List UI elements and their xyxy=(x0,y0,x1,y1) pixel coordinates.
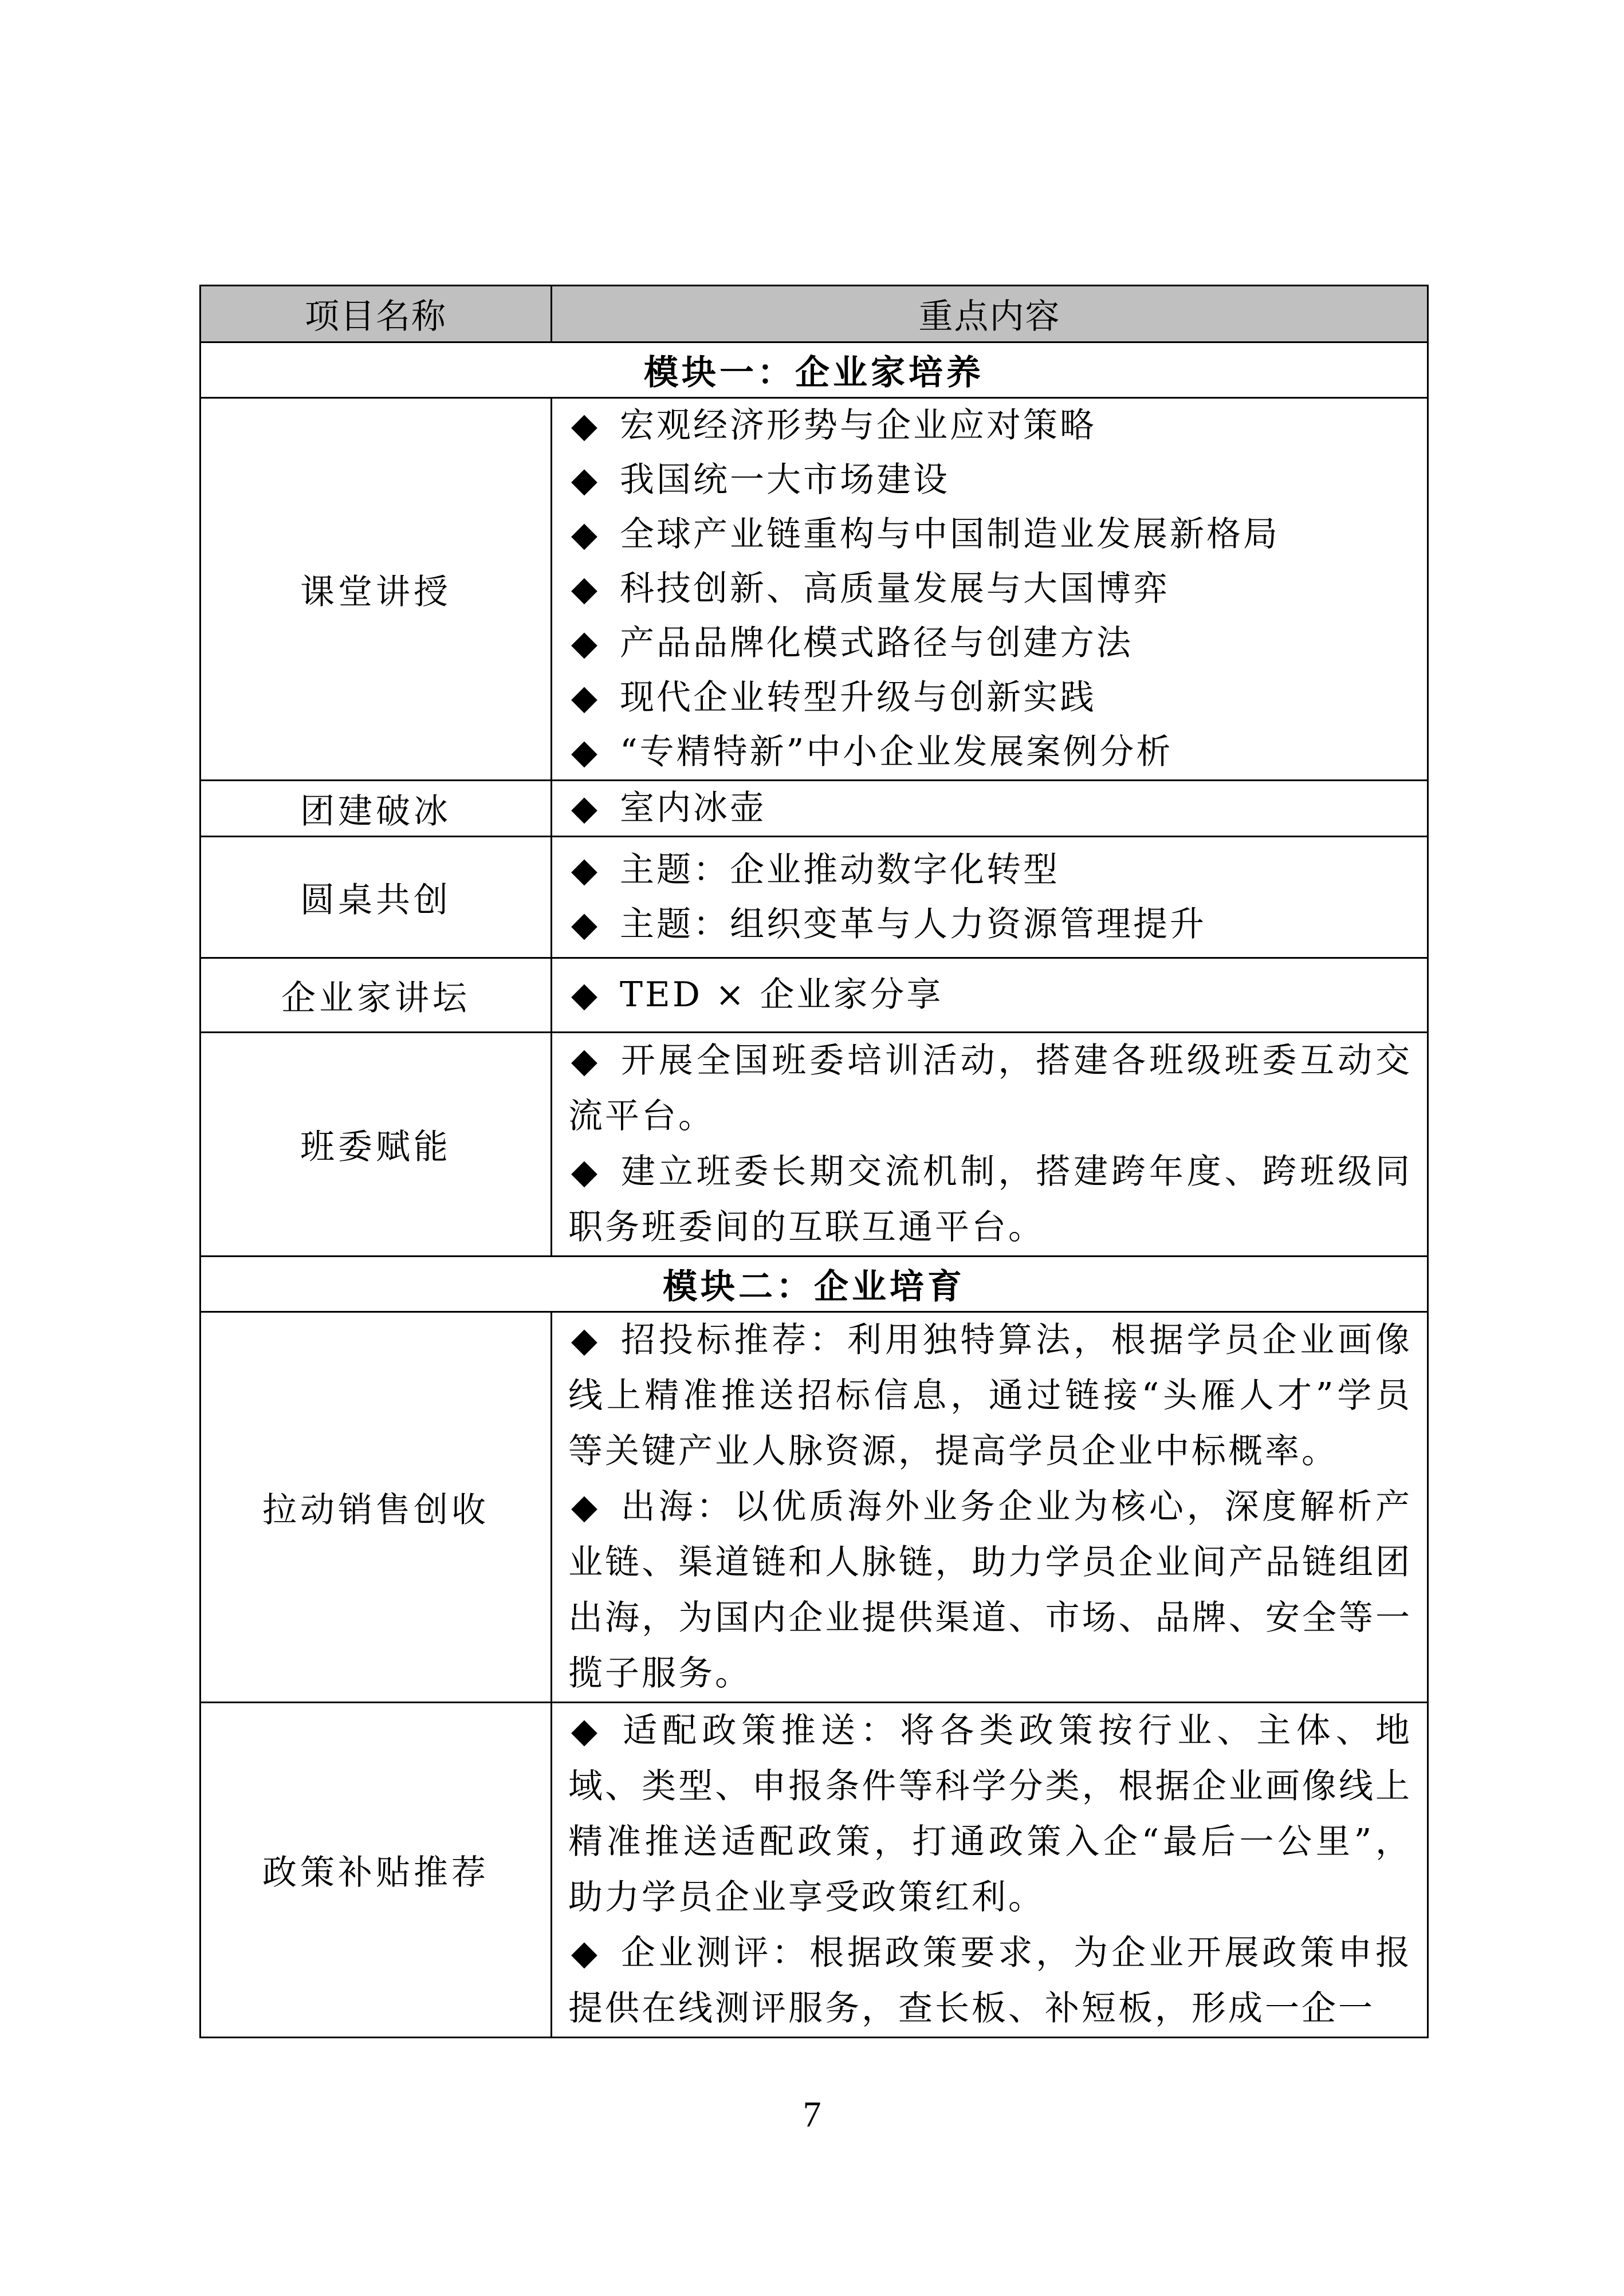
table-row-roundtable xyxy=(200,837,1428,958)
diamond-bullet-icon: ◆ xyxy=(571,514,600,554)
diamond-bullet-icon: ◆ xyxy=(571,1487,600,1527)
list-item: ◆ 室内冰壶 xyxy=(568,781,1412,836)
diamond-bullet-icon: ◆ xyxy=(571,569,600,609)
paragraph: ◆ 建立班委长期交流机制，搭建跨年度、跨班级同职务班委间的互联互通平台。 xyxy=(568,1144,1412,1255)
header-key-content: 重点内容 xyxy=(552,286,1428,342)
paragraph: ◆ 招投标推荐：利用独特算法，根据学员企业画像线上精准推送招标信息，通过链接“头雁人才”学员等关键产业人脉资源，提高学员企业中标概率。 xyxy=(568,1313,1412,1479)
module-title-2: 模块二：企业培育 xyxy=(200,1257,1428,1312)
row-name-classroom: 课堂讲授 xyxy=(200,398,552,781)
paragraph: ◆ 出海：以优质海外业务企业为核心，深度解析产业链、渠道链和人脉链，助力学员企业间产品链组团出海，为国内企业提供渠道、市场、品牌、安全等一揽子服务。 xyxy=(568,1479,1412,1702)
diamond-bullet-icon: ◆ xyxy=(571,788,600,828)
diamond-bullet-icon: ◆ xyxy=(571,1711,600,1751)
list-item: ◆ TED × 企业家分享 xyxy=(568,968,1412,1022)
row-name-committee: 班委赋能 xyxy=(200,1033,552,1257)
table-row-policy xyxy=(200,1703,1428,2038)
table-row-classroom xyxy=(200,398,1428,781)
diamond-bullet-icon: ◆ xyxy=(571,1152,600,1192)
list-item: ◆ 产品品牌化模式路径与创建方法 xyxy=(568,616,1412,671)
paragraph: ◆ 适配政策推送：将各类政策按行业、主体、地域、类型、申报条件等科学分类，根据企业画像线上精准推送适配政策，打通政策入企“最后一公里”，助力学员企业享受政策红利。 xyxy=(568,1703,1412,1925)
paragraph: ◆ 企业测评：根据政策要求，为企业开展政策申报提供在线测评服务，查长板、补短板，形成一企一 xyxy=(568,1925,1412,2037)
row-content-teambuilding xyxy=(552,781,1428,837)
table-row-teambuilding xyxy=(200,781,1428,837)
diamond-bullet-icon: ◆ xyxy=(571,904,600,944)
list-item: ◆ 现代企业转型升级与创新实践 xyxy=(568,671,1412,725)
list-item: ◆ “专精特新”中小企业发展案例分析 xyxy=(568,725,1412,779)
table-header-row xyxy=(200,286,1428,342)
row-name-policy: 政策补贴推荐 xyxy=(200,1703,552,2038)
diamond-bullet-icon: ◆ xyxy=(571,849,600,890)
content-table xyxy=(199,285,1429,2038)
row-content-committee xyxy=(552,1033,1428,1257)
list-item: ◆ 主题：组织变革与人力资源管理提升 xyxy=(568,897,1412,952)
list-item: ◆ 主题：企业推动数字化转型 xyxy=(568,843,1412,897)
table-row-forum xyxy=(200,958,1428,1033)
diamond-bullet-icon: ◆ xyxy=(571,678,600,718)
row-name-forum: 企业家讲坛 xyxy=(200,958,552,1033)
row-content-sales xyxy=(552,1312,1428,1703)
list-item: ◆ 我国统一大市场建设 xyxy=(568,453,1412,507)
row-name-sales: 拉动销售创收 xyxy=(200,1312,552,1703)
list-item: ◆ 宏观经济形势与企业应对策略 xyxy=(568,399,1412,453)
diamond-bullet-icon: ◆ xyxy=(571,405,600,446)
row-name-teambuilding: 团建破冰 xyxy=(200,781,552,837)
row-name-roundtable: 圆桌共创 xyxy=(200,837,552,958)
diamond-bullet-icon: ◆ xyxy=(571,975,600,1015)
diamond-bullet-icon: ◆ xyxy=(571,623,600,663)
table-row-committee xyxy=(200,1033,1428,1257)
row-content-forum xyxy=(552,958,1428,1033)
module-title-1: 模块一：企业家培养 xyxy=(200,342,1428,398)
row-content-policy xyxy=(552,1703,1428,2038)
list-item: ◆ 全球产业链重构与中国制造业发展新格局 xyxy=(568,507,1412,562)
diamond-bullet-icon: ◆ xyxy=(571,732,600,772)
paragraph: ◆ 开展全国班委培训活动，搭建各班级班委互动交流平台。 xyxy=(568,1033,1412,1144)
row-content-roundtable xyxy=(552,837,1428,958)
module-row-2 xyxy=(200,1257,1428,1312)
diamond-bullet-icon: ◆ xyxy=(571,1041,600,1081)
page-number: 7 xyxy=(803,2094,821,2134)
list-item: ◆ 科技创新、高质量发展与大国博弈 xyxy=(568,562,1412,616)
table-row-sales xyxy=(200,1312,1428,1703)
row-content-classroom xyxy=(552,398,1428,781)
diamond-bullet-icon: ◆ xyxy=(571,1320,600,1360)
header-project-name: 项目名称 xyxy=(200,286,552,342)
module-row-1 xyxy=(200,342,1428,398)
diamond-bullet-icon: ◆ xyxy=(571,1933,600,1973)
diamond-bullet-icon: ◆ xyxy=(571,460,600,500)
